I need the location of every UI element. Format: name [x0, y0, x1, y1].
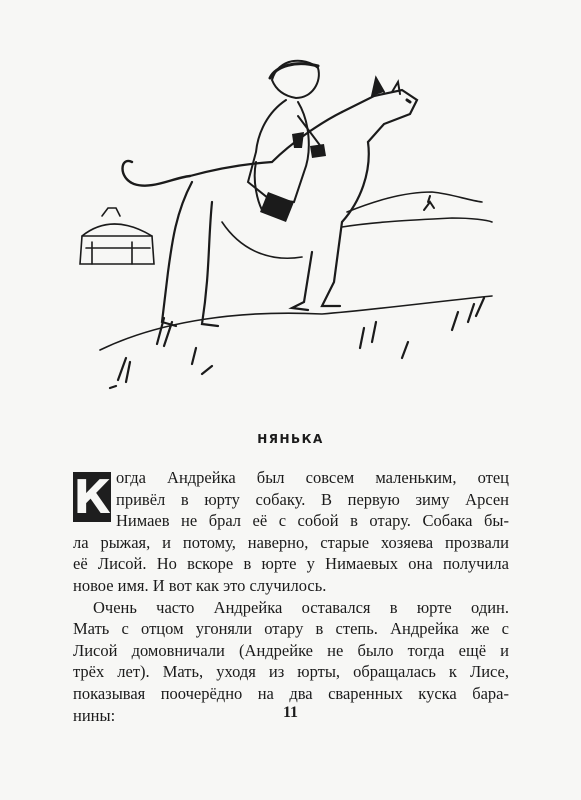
text-line: нины: [73, 705, 116, 725]
text-line: Очень часто Андрейка оставался в юрте один. [93, 597, 509, 617]
text-line: трёх лет). Мать, уходя из юрты, обращалась к Лисе, [73, 662, 509, 682]
text-line: Нимаев не брал её с собой в отару. Собака бы- [116, 511, 509, 531]
chapter-title: НЯНЬКА [257, 432, 324, 446]
text-line: показывая поочерёдно на два сваренных куска бара- [73, 683, 509, 703]
text-line: Лисой домовничали (Андрейке не было тогда ещё и [73, 640, 509, 660]
text-line: новое имя. И вот как это случилось. [73, 575, 327, 595]
boy-on-dog-illustration [72, 52, 512, 412]
text-line: Мать с отцом угоняли отару в степь. Андрейка же с [73, 619, 509, 639]
drop-cap: К [73, 470, 111, 524]
page-number: 11 [282, 704, 299, 721]
text-line: огда Андрейка был совсем маленьким, отец [116, 468, 509, 487]
text-line: ла рыжая, и потому, наверно, старые хозяева прозвали [73, 532, 509, 552]
text-line: её Лисой. Но вскоре в юрте у Нимаевых она получила [73, 554, 509, 574]
body-text [73, 467, 509, 726]
text-line: привёл в юрту собаку. В первую зиму Арсен [116, 489, 509, 509]
